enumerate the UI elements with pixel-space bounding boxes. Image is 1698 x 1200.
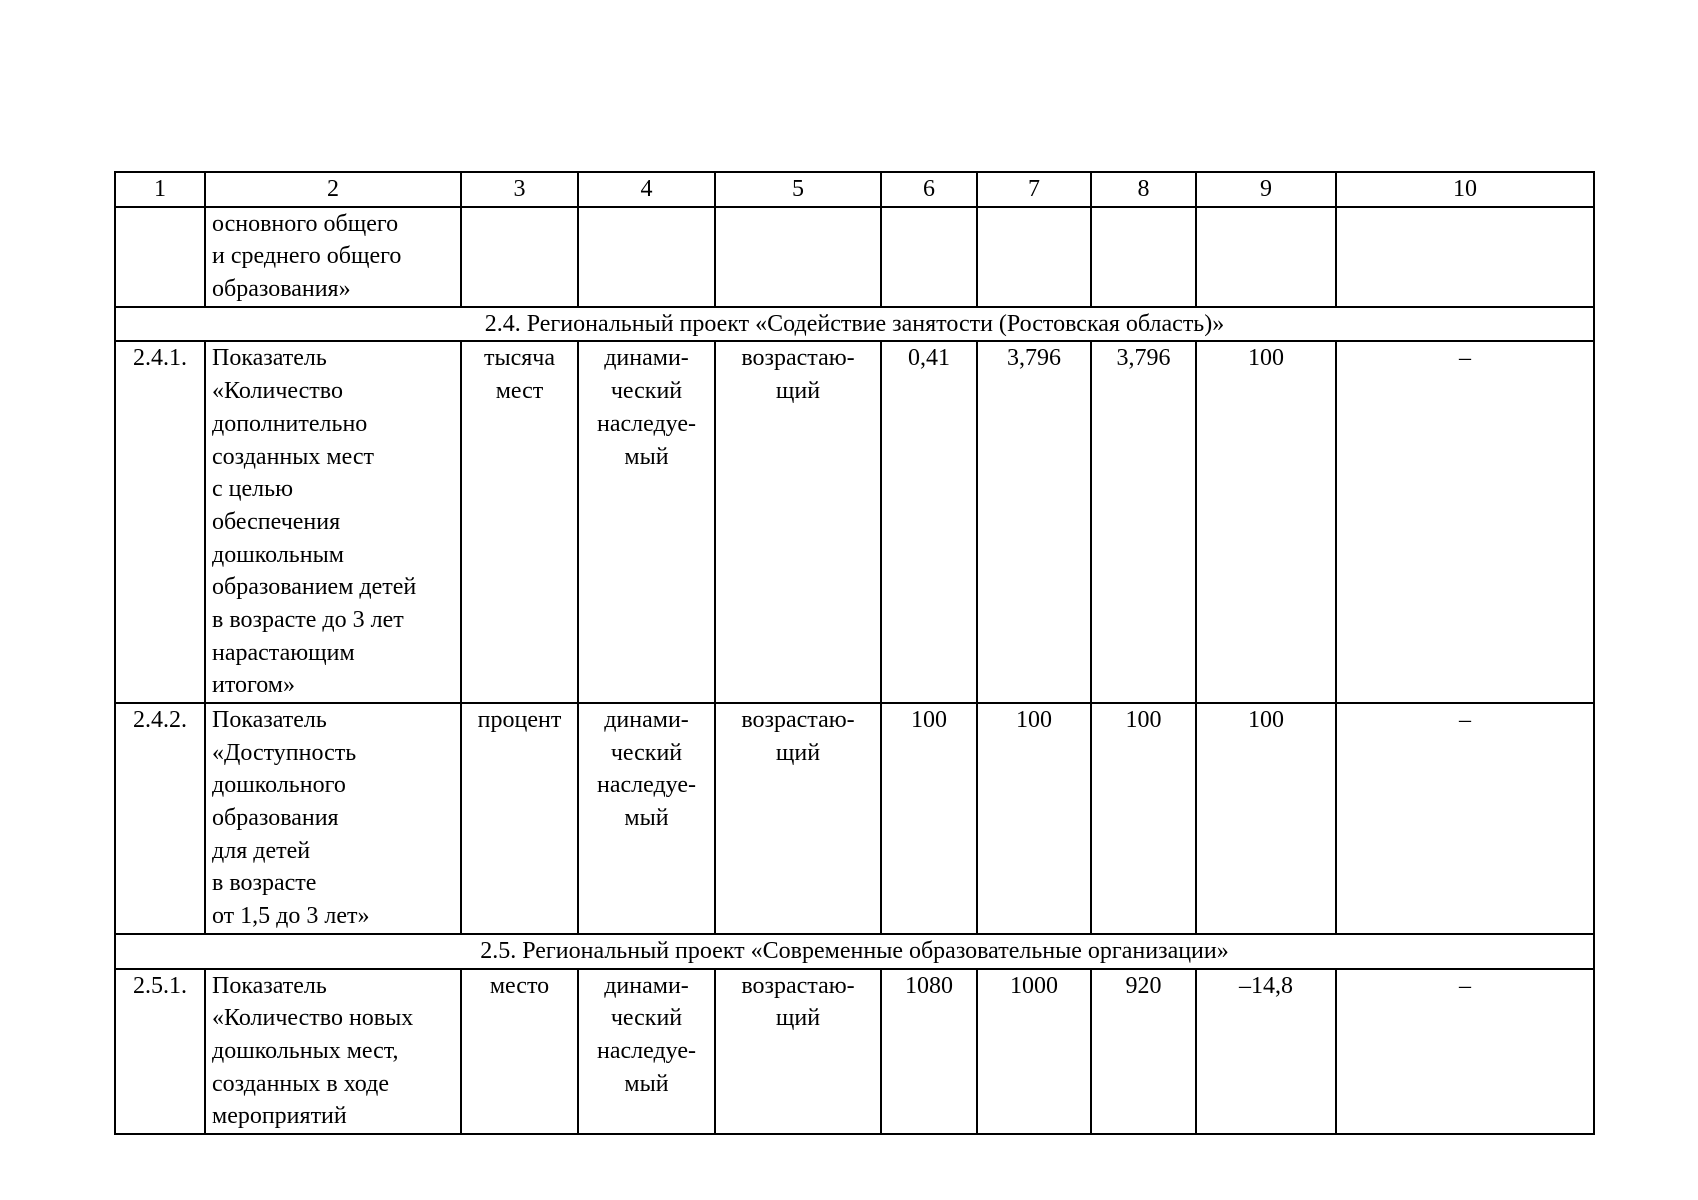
name-line: созданных мест xyxy=(212,443,374,470)
type-line: динами- xyxy=(604,345,689,372)
header-cell: 2 xyxy=(205,172,461,207)
value-col9: 100 xyxy=(1196,703,1336,934)
empty-cell xyxy=(881,207,977,307)
unit-line: место xyxy=(489,972,550,999)
value-col9: 100 xyxy=(1196,341,1336,703)
name-line: основного общего xyxy=(212,210,399,237)
row-number: 2.4.1. xyxy=(115,341,205,703)
unit-cell xyxy=(461,703,578,934)
value-col6: 100 xyxy=(881,703,977,934)
name-line: «Доступность xyxy=(212,739,357,766)
trend-cell xyxy=(715,341,881,703)
header-cell: 7 xyxy=(977,172,1091,207)
name-line: «Количество новых xyxy=(212,1005,414,1032)
value-col10: – xyxy=(1336,969,1594,1134)
name-line: «Количество xyxy=(212,378,343,405)
empty-cell xyxy=(715,207,881,307)
header-cell: 5 xyxy=(715,172,881,207)
unit-line: процент xyxy=(477,707,562,734)
header-cell: 4 xyxy=(578,172,715,207)
empty-cell xyxy=(1091,207,1196,307)
indicator-name xyxy=(205,207,461,307)
trend-line: щий xyxy=(775,1005,821,1032)
type-cell xyxy=(578,341,715,703)
name-line: созданных в ходе xyxy=(212,1070,389,1097)
value-col8: 920 xyxy=(1091,969,1196,1134)
name-line: Показатель xyxy=(212,345,327,372)
value-col10: – xyxy=(1336,703,1594,934)
header-cell: 8 xyxy=(1091,172,1196,207)
name-line: образования xyxy=(212,805,339,832)
unit-cell xyxy=(461,969,578,1134)
indicator-name xyxy=(205,341,461,703)
type-line: ческий xyxy=(610,739,683,766)
value-col6: 0,41 xyxy=(881,341,977,703)
name-line: в возрасте xyxy=(212,870,317,897)
type-line: динами- xyxy=(604,972,689,999)
trend-cell xyxy=(715,703,881,934)
type-cell xyxy=(578,703,715,934)
type-line: наследуе- xyxy=(597,772,696,799)
value-col7: 3,796 xyxy=(977,341,1091,703)
trend-line: возрастаю- xyxy=(741,707,855,734)
name-line: и среднего общего xyxy=(212,243,402,270)
value-col7: 1000 xyxy=(977,969,1091,1134)
type-line: ческий xyxy=(610,378,683,405)
name-line: в возрасте до 3 лет xyxy=(212,606,404,633)
indicator-name xyxy=(205,969,461,1134)
type-line: динами- xyxy=(604,707,689,734)
trend-line: щий xyxy=(775,739,821,766)
row-number: 2.4.2. xyxy=(115,703,205,934)
type-line: наследуе- xyxy=(597,1037,696,1064)
name-line: образования» xyxy=(212,276,351,303)
empty-cell xyxy=(1336,207,1594,307)
empty-cell xyxy=(1196,207,1336,307)
header-cell: 6 xyxy=(881,172,977,207)
continuation-row xyxy=(115,207,1594,307)
name-line: с целью xyxy=(212,476,293,503)
empty-cell xyxy=(977,207,1091,307)
trend-line: возрастаю- xyxy=(741,345,855,372)
indicator-name xyxy=(205,703,461,934)
header-cell: 1 xyxy=(115,172,205,207)
type-line: мый xyxy=(624,805,669,832)
section-row xyxy=(115,934,1594,969)
empty-cell xyxy=(578,207,715,307)
type-line: мый xyxy=(624,443,669,470)
type-line: наследуе- xyxy=(597,410,696,437)
table-row xyxy=(115,341,1594,703)
row-number: 2.5.1. xyxy=(115,969,205,1134)
type-line: ческий xyxy=(610,1005,683,1032)
section-title: 2.4. Региональный проект «Содействие занятости (Ростовская область)» xyxy=(115,307,1594,342)
value-col8: 100 xyxy=(1091,703,1196,934)
unit-cell xyxy=(461,341,578,703)
table-row xyxy=(115,703,1594,934)
name-line: дошкольным xyxy=(212,541,344,568)
name-line: итогом» xyxy=(212,672,295,699)
section-title: 2.5. Региональный проект «Современные образовательные организации» xyxy=(115,934,1594,969)
value-col8: 3,796 xyxy=(1091,341,1196,703)
name-line: мероприятий xyxy=(212,1103,347,1130)
name-line: дополнительно xyxy=(212,410,368,437)
type-line: мый xyxy=(624,1070,669,1097)
name-line: Показатель xyxy=(212,707,327,734)
trend-line: возрастаю- xyxy=(741,972,855,999)
header-cell: 3 xyxy=(461,172,578,207)
row-number xyxy=(115,207,205,307)
value-col7: 100 xyxy=(977,703,1091,934)
name-line: для детей xyxy=(212,837,311,864)
unit-line: тысяча xyxy=(483,345,556,372)
type-cell xyxy=(578,969,715,1134)
trend-line: щий xyxy=(775,378,821,405)
empty-cell xyxy=(461,207,578,307)
section-row xyxy=(115,307,1594,342)
name-line: дошкольных мест, xyxy=(212,1037,399,1064)
value-col6: 1080 xyxy=(881,969,977,1134)
name-line: нарастающим xyxy=(212,639,355,666)
header-cell: 9 xyxy=(1196,172,1336,207)
unit-line: мест xyxy=(495,378,544,405)
name-line: Показатель xyxy=(212,972,327,999)
table-row xyxy=(115,969,1594,1134)
name-line: от 1,5 до 3 лет» xyxy=(212,903,370,930)
name-line: дошкольного xyxy=(212,772,346,799)
value-col10: – xyxy=(1336,341,1594,703)
header-row xyxy=(115,172,1594,207)
name-line: обеспечения xyxy=(212,508,341,535)
trend-cell xyxy=(715,969,881,1134)
value-col9: –14,8 xyxy=(1196,969,1336,1134)
indicators-table xyxy=(114,171,1595,1135)
header-cell: 10 xyxy=(1336,172,1594,207)
name-line: образованием детей xyxy=(212,574,417,601)
